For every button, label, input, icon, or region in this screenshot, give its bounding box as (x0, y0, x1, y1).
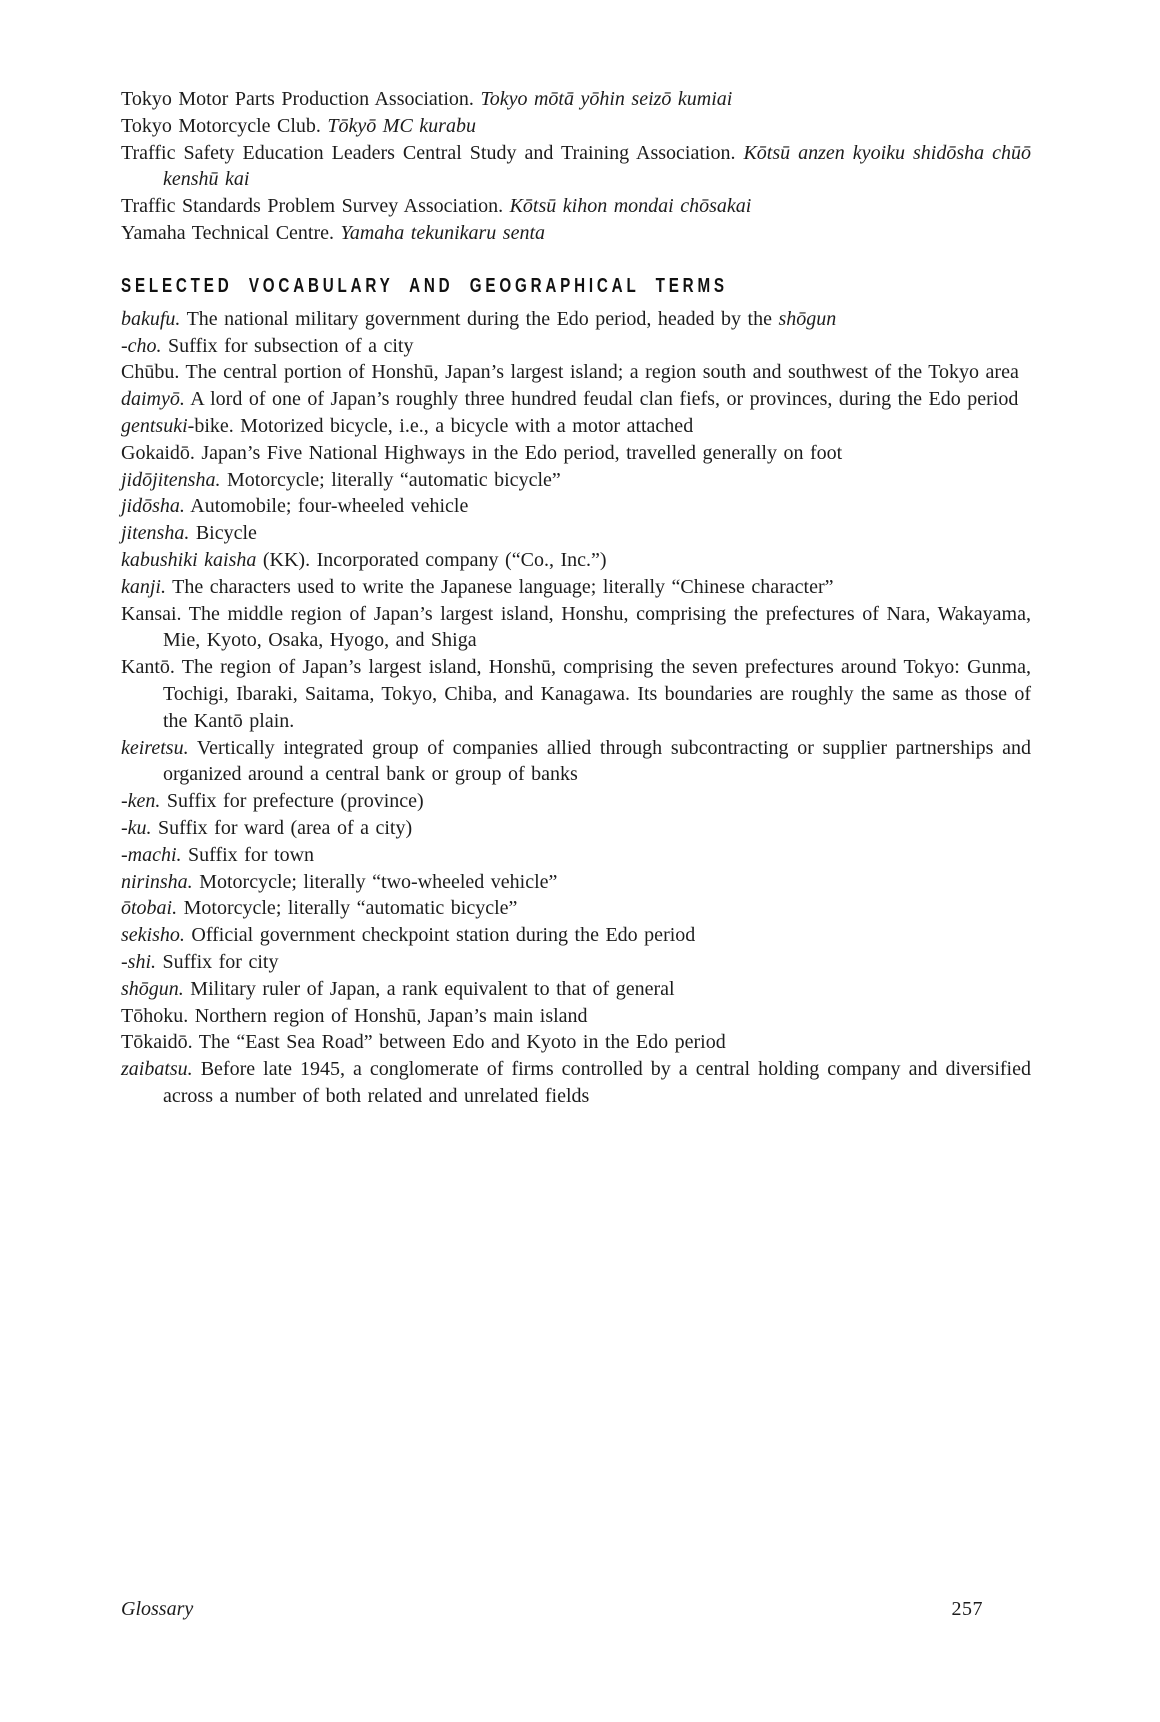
term-text: Tokyo Motor Parts Production Association. (121, 88, 481, 110)
term-text-italic: -ken. (121, 790, 161, 813)
association-item (121, 113, 1031, 140)
term-text-italic: nirinsha. (121, 870, 193, 893)
term-text: Tōkaidō. The “East Sea Road” between Edo and Kyoto in the Edo period (121, 1031, 726, 1054)
term-text: Tokyo Motorcycle Club. (121, 114, 328, 137)
glossary-entry (121, 815, 1031, 842)
term-text: The characters used to write the Japanese language; literally “Chinese character” (166, 575, 834, 598)
term-text-italic: gentsuki (121, 414, 188, 437)
term-text-italic: kabushiki kaisha (121, 548, 257, 571)
glossary-entry (121, 359, 1031, 386)
term-text: Chūbu. The central portion of Honshū, Japan’s largest island; a region south and southwest of the Tokyo area (121, 361, 1019, 384)
association-item (121, 86, 1031, 113)
term-text-italic: jitensha. (121, 522, 190, 545)
term-text-italic: sekisho. (121, 924, 185, 947)
term-text-italic: ōtobai. (121, 897, 178, 920)
term-text-italic: keiretsu. (121, 736, 189, 759)
glossary-entry (121, 333, 1031, 360)
section-heading-text: SELECTED VOCABULARY AND GEOGRAPHICAL TERMS (121, 274, 728, 297)
term-text: Automobile; four-wheeled vehicle (184, 495, 469, 518)
term-text: Vertically integrated group of companies allied through subcontracting or supplier partnerships and organized around a central bank or group of banks (163, 736, 1031, 786)
term-text: A lord of one of Japan’s roughly three hundred feudal clan fiefs, or provinces, during the Edo period (184, 388, 1019, 411)
term-text: Gokaidō. Japan’s Five National Highways in the Edo period, travelled generally on foot (121, 441, 843, 464)
glossary-entry (121, 869, 1031, 896)
glossary-list (121, 306, 1031, 1110)
term-text: Suffix for ward (area of a city) (151, 816, 413, 839)
term-text: (KK). Incorporated company (“Co., Inc.”) (256, 548, 607, 571)
glossary-entry (121, 574, 1031, 601)
footer-section-title: Glossary (121, 1598, 194, 1620)
term-text: Suffix for prefecture (province) (160, 790, 424, 813)
section-heading (121, 275, 1031, 297)
glossary-entry (121, 842, 1031, 869)
term-text: Suffix for town (181, 843, 315, 866)
term-text: -bike. Motorized bicycle, i.e., a bicycle with a motor attached (187, 414, 694, 437)
term-text-italic: kanji. (121, 575, 166, 598)
glossary-entry (121, 922, 1031, 949)
glossary-entry (121, 386, 1031, 413)
glossary-entry (121, 788, 1031, 815)
term-text: Tōhoku. Northern region of Honshū, Japan’s main island (121, 1004, 588, 1027)
glossary-entry (121, 735, 1031, 789)
term-text-italic: shōgun. (121, 977, 184, 1000)
term-text: Yamaha Technical Centre. (121, 221, 341, 244)
term-text: Bicycle (189, 522, 257, 545)
term-text: Suffix for city (156, 950, 279, 973)
term-text: The national military government during the Edo period, headed by the (180, 307, 779, 330)
glossary-entry (121, 1003, 1031, 1030)
association-item (121, 193, 1031, 220)
glossary-entry (121, 654, 1031, 734)
glossary-entry (121, 976, 1031, 1003)
glossary-entry (121, 1056, 1031, 1110)
page-footer (121, 1596, 1031, 1623)
glossary-entry (121, 467, 1031, 494)
term-text-italic: -machi. (121, 843, 182, 866)
term-text: Kansai. The middle region of Japan’s largest island, Honshu, comprising the prefectures of Nara, Wakayama, Mie, Kyoto, Osaka, Hyogo, and Shiga (121, 602, 1031, 652)
term-text: Before late 1945, a conglomerate of firms controlled by a central holding company and diversified across a number of both related and unrelated fields (163, 1058, 1031, 1107)
association-item (121, 140, 1031, 194)
term-text-italic: shōgun (778, 307, 837, 330)
glossary-entry (121, 949, 1031, 976)
glossary-entry (121, 413, 1031, 440)
term-text-italic: zaibatsu. (121, 1058, 193, 1081)
glossary-entry (121, 895, 1031, 922)
association-item (121, 220, 1031, 247)
glossary-entry (121, 493, 1031, 520)
term-text-italic: daimyō. (121, 388, 185, 411)
page-number: 257 (951, 1598, 983, 1620)
term-text: Military ruler of Japan, a rank equivalent to that of general (183, 977, 675, 1000)
glossary-entry (121, 520, 1031, 547)
glossary-entry (121, 1029, 1031, 1056)
term-text-italic: Tokyo mōtā yōhin seizō kumiai (480, 88, 733, 110)
term-text-italic: -cho. (121, 334, 162, 357)
term-text: Traffic Safety Education Leaders Central Study and Training Association. (121, 141, 744, 164)
term-text-italic: Tōkyō MC kurabu (327, 114, 476, 137)
glossary-entry (121, 440, 1031, 467)
term-text-italic: Kōtsū anzen kyoiku shidōsha chūō kenshū kai (163, 141, 1031, 191)
term-text: Motorcycle; literally “two-wheeled vehicle” (192, 870, 558, 893)
term-text: Kantō. The region of Japan’s largest island, Honshū, comprising the seven prefectures around Tokyo: Gunma, Tochigi, Ibaraki, Saitama, Tokyo, Chiba, and Kanagawa. Its boundaries are roughly the same as those of the Kantō plain. (121, 656, 1031, 732)
term-text: Traffic Standards Problem Survey Association. (121, 195, 510, 218)
term-text: Official government checkpoint station during the Edo period (184, 924, 696, 947)
term-text: Motorcycle; literally “automatic bicycle” (220, 468, 561, 491)
term-text: Suffix for subsection of a city (161, 334, 414, 357)
term-text-italic: -ku. (121, 816, 152, 839)
term-text-italic: jidōsha. (121, 495, 185, 518)
association-list (121, 86, 1031, 247)
glossary-entry (121, 306, 1031, 333)
term-text-italic: -shi. (121, 950, 156, 973)
glossary-entry (121, 601, 1031, 655)
glossary-entry (121, 547, 1031, 574)
term-text-italic: bakufu. (121, 307, 181, 330)
term-text-italic: Kōtsū kihon mondai chōsakai (509, 195, 752, 218)
page-content (121, 86, 1031, 1110)
term-text-italic: jidōjitensha. (121, 468, 221, 491)
term-text: Motorcycle; literally “automatic bicycle” (177, 897, 518, 920)
term-text-italic: Yamaha tekunikaru senta (340, 221, 546, 244)
